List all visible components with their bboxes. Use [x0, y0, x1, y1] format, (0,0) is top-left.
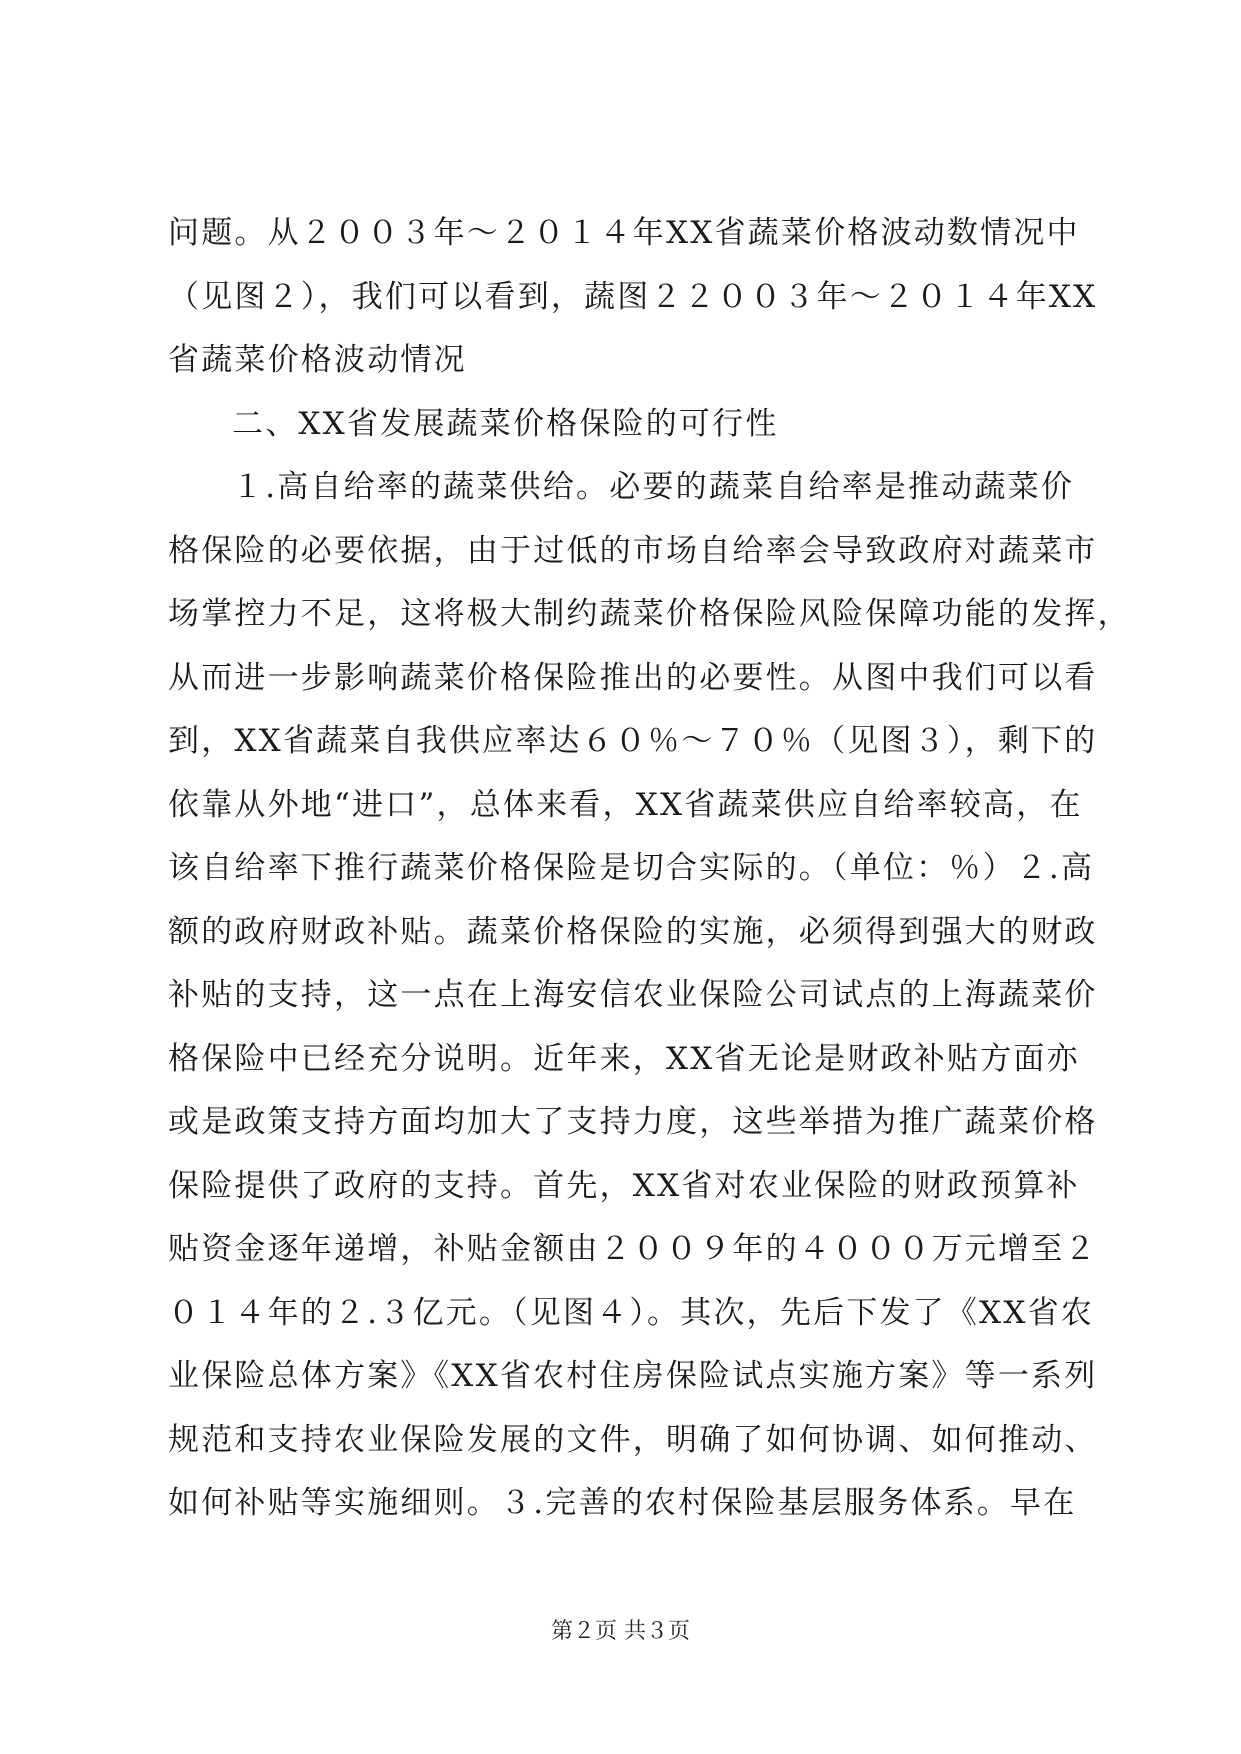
text-line: 格保险的必要依据，由于过低的市场自给率会导致政府对蔬菜市: [168, 532, 1098, 569]
text-line: 依靠从外地“进口”，总体来看，XX省蔬菜供应自给率较高，在: [168, 786, 1083, 823]
text-line: 规范和支持农业保险发展的文件，明确了如何协调、如何推动、: [168, 1421, 1098, 1458]
page-number-footer: 第２页 共３页: [551, 1619, 690, 1644]
text-line: 或是政策支持方面均加大了支持力度，这些举措为推广蔬菜价格: [168, 1104, 1098, 1140]
text-line: 省蔬菜价格波动情况: [168, 342, 467, 378]
text-line: 补贴的支持，这一点在上海安信农业保险公司试点的上海蔬菜价: [168, 977, 1098, 1013]
text-line: 到，XX省蔬菜自我供应率达６０％～７０％（见图３），剩下的: [168, 723, 1098, 759]
document-body: [168, 202, 1131, 1536]
text-line: 额的政府财政补贴。蔬菜价格保险的实施，必须得到强大的财政: [168, 913, 1098, 950]
text-line: 如何补贴等实施细则。３.完善的农村保险基层服务体系。早在: [168, 1485, 1077, 1521]
text-line: １.高自给率的蔬菜供给。必要的蔬菜自给率是推动蔬菜价: [232, 469, 1075, 505]
text-line: 贴资金逐年递增，补贴金额由２００９年的４０００万元增至２: [168, 1231, 1098, 1267]
text-line: 格保险中已经充分说明。近年来，XX省无论是财政补贴方面亦: [168, 1040, 1080, 1077]
section-heading: 二、XX省发展蔬菜价格保险的可行性: [232, 405, 779, 442]
text-line: 场掌控力不足，这将极大制约蔬菜价格保险风险保障功能的发挥，: [168, 596, 1131, 632]
text-line: ０１４年的２.３亿元。（见图４）。其次，先后下发了《XX省农: [168, 1294, 1094, 1331]
text-line: 业保险总体方案》《XX省农村住房保险试点实施方案》等一系列: [168, 1358, 1098, 1394]
text-line: 从而进一步影响蔬菜价格保险推出的必要性。从图中我们可以看: [168, 659, 1098, 696]
text-line: 问题。从２００３年～２０１４年XX省蔬菜价格波动数情况中: [168, 215, 1080, 251]
text-line: 保险提供了政府的支持。首先，XX省对农业保险的财政预算补: [168, 1167, 1080, 1204]
text-line: 该自给率下推行蔬菜价格保险是切合实际的。（单位：％）２.高: [168, 850, 1095, 886]
text-line: （见图２），我们可以看到，蔬图２２００３年～２０１４年XX: [168, 278, 1098, 315]
